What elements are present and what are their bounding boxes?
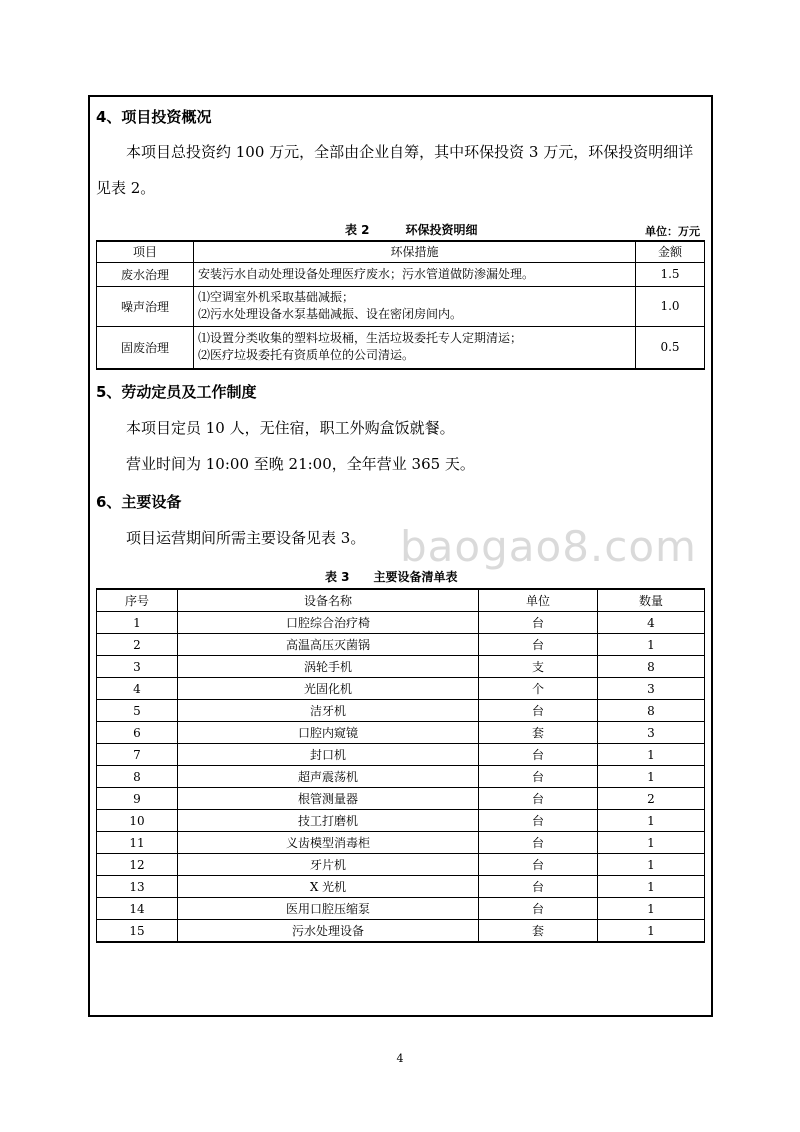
row-equipment-name: 污水处理设备 [178,920,479,943]
row-unit: 台 [479,766,598,788]
page-number: 4 [396,1052,404,1065]
row-amount: 0.5 [636,326,705,369]
row-qty: 8 [598,656,705,678]
header-no: 序号 [97,589,178,612]
row-equipment-name: 根管测量器 [178,788,479,810]
table-row [97,634,705,656]
row-equipment-name: 光固化机 [178,678,479,700]
row-qty: 1 [598,744,705,766]
investment-table [96,240,705,370]
table-row [97,286,705,326]
row-qty: 3 [598,722,705,744]
row-unit: 个 [479,678,598,700]
row-equipment-name: 高温高压灭菌锅 [178,634,479,656]
measure-line: ⑵医疗垃圾委托有资质单位的公司清运。 [198,348,415,363]
row-no: 1 [97,612,178,634]
row-unit: 台 [479,634,598,656]
row-qty: 1 [598,832,705,854]
row-equipment-name: 义齿模型消毒柜 [178,832,479,854]
table-row [97,262,705,286]
measure-line: 安装污水自动处理设备处理医疗废水；污水管道做防渗漏处理。 [198,266,535,281]
equipment-table [96,588,705,943]
row-qty: 1 [598,920,705,943]
row-item: 废水治理 [97,262,194,286]
row-no: 10 [97,810,178,832]
table-2-unit: 单位：万元 [645,225,700,238]
row-no: 15 [97,920,178,943]
table-row [97,898,705,920]
row-unit: 台 [479,854,598,876]
row-unit: 支 [479,656,598,678]
row-qty: 1 [598,876,705,898]
measure-line: ⑴设置分类收集的塑料垃圾桶，生活垃圾委托专人定期清运； [198,331,523,346]
row-no: 14 [97,898,178,920]
table-row [97,722,705,744]
row-unit: 台 [479,744,598,766]
row-unit: 套 [479,920,598,943]
table-row [97,656,705,678]
table-row [97,612,705,634]
row-no: 7 [97,744,178,766]
row-qty: 3 [598,678,705,700]
table-row [97,744,705,766]
row-no: 13 [97,876,178,898]
row-qty: 4 [598,612,705,634]
row-no: 4 [97,678,178,700]
header-amount: 金额 [636,241,705,262]
table-row [97,876,705,898]
table-row [97,326,705,369]
header-name: 设备名称 [178,589,479,612]
row-unit: 台 [479,612,598,634]
row-unit: 套 [479,722,598,744]
row-equipment-name: 超声震荡机 [178,766,479,788]
row-equipment-name: X 光机 [178,876,479,898]
row-equipment-name: 牙片机 [178,854,479,876]
table-row [97,832,705,854]
table-2-caption: 表 2 环保投资明细 [345,223,478,237]
table-3-caption: 表 3 主要设备清单表 [325,570,458,584]
row-qty: 1 [598,898,705,920]
table-row [97,854,705,876]
row-qty: 1 [598,634,705,656]
row-qty: 2 [598,788,705,810]
measure-line: ⑵污水处理设备水泵基础减振、设在密闭房间内。 [198,307,463,321]
section-6-heading: 6、主要设备 [96,493,182,511]
row-equipment-name: 技工打磨机 [178,810,479,832]
table-row [97,678,705,700]
row-unit: 台 [479,832,598,854]
row-no: 11 [97,832,178,854]
header-item: 项目 [97,241,194,262]
row-no: 9 [97,788,178,810]
row-item: 噪声治理 [97,286,194,326]
table-row [97,810,705,832]
header-qty: 数量 [598,589,705,612]
row-equipment-name: 口腔综合治疗椅 [178,612,479,634]
row-amount: 1.5 [636,262,705,286]
section-5-heading: 5、劳动定员及工作制度 [96,383,257,401]
row-no: 2 [97,634,178,656]
row-no: 3 [97,656,178,678]
row-equipment-name: 口腔内窥镜 [178,722,479,744]
table-row [97,700,705,722]
header-unit: 单位 [479,589,598,612]
section-4-heading: 4、项目投资概况 [96,108,212,126]
row-unit: 台 [479,810,598,832]
section-6-paragraph: 项目运营期间所需主要设备见表 3。 [126,529,366,547]
table-row [97,920,705,943]
table-row [97,766,705,788]
row-unit: 台 [479,788,598,810]
header-measures: 环保措施 [194,241,636,262]
section-5-paragraph-1: 本项目定员 10 人，无住宿，职工外购盒饭就餐。 [126,419,455,437]
row-no: 5 [97,700,178,722]
table-row [97,788,705,810]
row-no: 6 [97,722,178,744]
row-equipment-name: 洁牙机 [178,700,479,722]
row-unit: 台 [479,700,598,722]
row-no: 12 [97,854,178,876]
section-4-paragraph: 本项目总投资约 100 万元，全部由企业自筹，其中环保投资 3 万元，环保投资明细详见表 2。 [96,143,694,197]
row-equipment-name: 医用口腔压缩泵 [178,898,479,920]
row-qty: 1 [598,810,705,832]
row-qty: 1 [598,854,705,876]
row-qty: 8 [598,700,705,722]
row-amount: 1.0 [636,286,705,326]
row-qty: 1 [598,766,705,788]
section-5-paragraph-2: 营业时间为 10:00 至晚 21:00，全年营业 365 天。 [126,455,475,473]
watermark: baogao8.com [400,522,697,571]
row-item: 固废治理 [97,326,194,369]
row-unit: 台 [479,898,598,920]
row-no: 8 [97,766,178,788]
row-unit: 台 [479,876,598,898]
row-equipment-name: 涡轮手机 [178,656,479,678]
row-equipment-name: 封口机 [178,744,479,766]
measure-line: ⑴空调室外机采取基础减振； [198,290,355,304]
